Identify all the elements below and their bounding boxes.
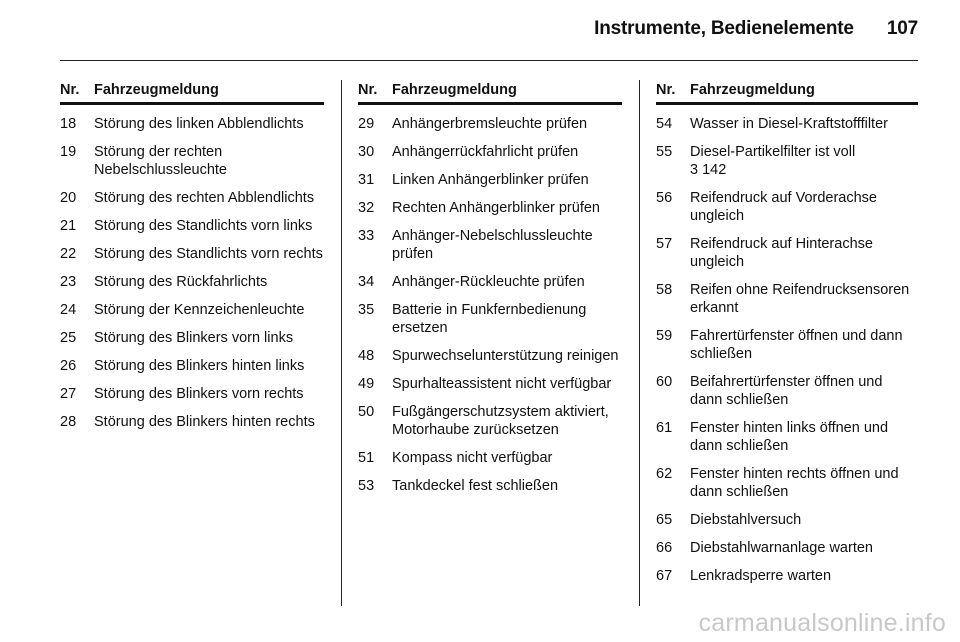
table-row [60, 143, 324, 179]
table-row [358, 449, 622, 467]
table-row [358, 347, 622, 365]
message-text: Rechten Anhängerblinker prüfen [392, 200, 600, 216]
table-header [358, 80, 622, 105]
message-number: 59 [656, 328, 673, 344]
message-number: 30 [358, 144, 375, 160]
message-text-cell [392, 171, 622, 189]
message-number: 54 [656, 116, 673, 132]
table-row [656, 235, 918, 271]
message-text: Störung des Blinkers hinten links [94, 358, 305, 374]
message-text: Reifendruck auf Hinterachse ungleich [690, 236, 873, 270]
message-text: Reifendruck auf Vorderachse ungleich [690, 190, 877, 224]
header-nr: Nr. [60, 82, 80, 98]
message-text: Beifahrertürfenster öffnen und dann schließen [690, 374, 883, 408]
message-table-column-1 [60, 80, 324, 431]
message-number: 56 [656, 190, 673, 206]
table-row [358, 115, 622, 133]
message-number: 55 [656, 144, 673, 160]
message-number: 50 [358, 404, 375, 420]
message-text: Linken Anhängerblinker prüfen [392, 172, 589, 188]
page-reference[interactable]: 3 142 [690, 162, 727, 178]
header-nr: Nr. [656, 82, 676, 98]
header-message: Fahrzeugmeldung [690, 82, 815, 98]
column-divider [341, 80, 342, 606]
message-text-cell [392, 375, 622, 393]
message-text-cell [690, 419, 918, 455]
message-text-cell [690, 281, 918, 317]
table-row [60, 301, 324, 319]
message-text: Anhänger-Nebelschlussleuchte prüfen [392, 228, 593, 262]
message-number: 48 [358, 348, 375, 364]
message-text-cell [94, 357, 324, 375]
message-number: 31 [358, 172, 375, 188]
message-text-cell [690, 539, 918, 557]
message-text: Kompass nicht verfügbar [392, 450, 553, 466]
table-row [60, 413, 324, 431]
page-header [0, 18, 918, 40]
message-number: 21 [60, 218, 77, 234]
table-row [60, 385, 324, 403]
message-text: Lenkradsperre warten [690, 568, 832, 584]
message-text: Spurhalteassistent nicht verfügbar [392, 376, 612, 392]
message-text: Diebstahlwarnanlage warten [690, 540, 873, 556]
table-row [358, 477, 622, 495]
table-row [656, 511, 918, 529]
message-number: 22 [60, 246, 77, 262]
message-text: Fahrertürfenster öffnen und dann schließen [690, 328, 903, 362]
message-text-cell [94, 189, 324, 207]
message-text: Störung des linken Abblendlichts [94, 116, 304, 132]
page-title: Instrumente, Bedienelemente [594, 18, 854, 39]
table-row [60, 189, 324, 207]
message-number: 32 [358, 200, 375, 216]
message-number: 49 [358, 376, 375, 392]
table-row [656, 373, 918, 409]
table-row [656, 143, 918, 179]
table-row [60, 245, 324, 263]
message-number: 60 [656, 374, 673, 390]
message-text: Fenster hinten rechts öffnen und dann schließen [690, 466, 899, 500]
message-table-column-3 [656, 80, 918, 585]
message-text: Diesel-Partikelfilter ist voll [690, 144, 856, 160]
message-text: Diebstahlversuch [690, 512, 802, 528]
message-text-cell [94, 413, 324, 431]
message-number: 19 [60, 144, 77, 160]
table-row [60, 115, 324, 133]
message-text: Störung des Blinkers vorn rechts [94, 386, 304, 402]
message-number: 65 [656, 512, 673, 528]
message-text: Fußgängerschutzsystem aktiviert, Motorhaube zurücksetzen [392, 404, 609, 438]
message-text-cell [690, 465, 918, 501]
message-text-cell [690, 143, 918, 179]
message-number: 25 [60, 330, 77, 346]
message-text-cell [392, 143, 622, 161]
message-text-cell [392, 477, 622, 495]
message-text: Spurwechselunterstützung reinigen [392, 348, 619, 364]
table-row [60, 273, 324, 291]
message-text-cell [690, 511, 918, 529]
message-text-cell [690, 115, 918, 133]
message-number: 62 [656, 466, 673, 482]
message-text-cell [690, 189, 918, 225]
message-number: 20 [60, 190, 77, 206]
table-row [656, 419, 918, 455]
table-row [358, 375, 622, 393]
message-text: Anhänger-Rückleuchte prüfen [392, 274, 585, 290]
watermark: carmanualsonline.info [698, 609, 946, 637]
message-number: 28 [60, 414, 77, 430]
message-text: Störung des Rückfahrlichts [94, 274, 268, 290]
message-text-cell [392, 273, 622, 291]
message-text-cell [94, 329, 324, 347]
message-text-cell [690, 235, 918, 271]
table-row [358, 301, 622, 337]
message-text: Störung des Blinkers vorn links [94, 330, 294, 346]
message-number: 61 [656, 420, 673, 436]
message-text-cell [94, 273, 324, 291]
table-row [358, 199, 622, 217]
table-row [358, 273, 622, 291]
message-text: Anhängerrückfahrlicht prüfen [392, 144, 579, 160]
table-row [656, 281, 918, 317]
message-number: 53 [358, 478, 375, 494]
message-text: Anhängerbremsleuchte prüfen [392, 116, 588, 132]
message-text: Tankdeckel fest schließen [392, 478, 559, 494]
table-header [60, 80, 324, 105]
message-number: 35 [358, 302, 375, 318]
message-number: 66 [656, 540, 673, 556]
message-text-cell [690, 373, 918, 409]
message-text-cell [392, 115, 622, 133]
message-text: Störung des rechten Abblendlichts [94, 190, 315, 206]
message-number: 24 [60, 302, 77, 318]
message-text-cell [392, 347, 622, 365]
table-row [60, 329, 324, 347]
message-text: Störung des Standlichts vorn rechts [94, 246, 323, 262]
message-number: 58 [656, 282, 673, 298]
message-text-cell [94, 115, 324, 133]
message-number: 23 [60, 274, 77, 290]
message-text-cell [392, 301, 622, 337]
message-number: 29 [358, 116, 375, 132]
message-text-cell [392, 199, 622, 217]
message-text-cell [94, 301, 324, 319]
table-row [656, 115, 918, 133]
header-message: Fahrzeugmeldung [94, 82, 219, 98]
message-text: Fenster hinten links öffnen und dann schließen [690, 420, 889, 454]
table-row [60, 357, 324, 375]
message-text-cell [392, 227, 622, 263]
message-text: Reifen ohne Reifendrucksensoren erkannt [690, 282, 910, 316]
table-row [656, 189, 918, 225]
message-text: Wasser in Diesel-Kraftstofffilter [690, 116, 888, 132]
page-number: 107 [886, 18, 918, 39]
message-number: 67 [656, 568, 673, 584]
table-row [656, 567, 918, 585]
table-row [656, 539, 918, 557]
column-divider [639, 80, 640, 606]
message-text-cell [94, 245, 324, 263]
table-row [358, 171, 622, 189]
table-row [358, 403, 622, 439]
table-row [358, 227, 622, 263]
message-text: Störung der Kennzeichenleuchte [94, 302, 305, 318]
header-nr: Nr. [358, 82, 378, 98]
table-row [656, 327, 918, 363]
message-text: Batterie in Funkfernbedienung ersetzen [392, 302, 587, 336]
message-text: Störung des Standlichts vorn links [94, 218, 313, 234]
message-text: Störung des Blinkers hinten rechts [94, 414, 315, 430]
message-text-cell [392, 403, 622, 439]
message-text-cell [690, 567, 918, 585]
header-rule [60, 60, 918, 61]
table-row [60, 217, 324, 235]
message-table-column-2 [358, 80, 622, 495]
message-number: 33 [358, 228, 375, 244]
message-text-cell [94, 143, 324, 179]
message-number: 34 [358, 274, 375, 290]
message-text: Störung der rechten Nebelschlussleuchte [94, 144, 227, 178]
header-message: Fahrzeugmeldung [392, 82, 517, 98]
table-row [358, 143, 622, 161]
message-text-cell [690, 327, 918, 363]
message-text-cell [392, 449, 622, 467]
message-number: 57 [656, 236, 673, 252]
message-number: 51 [358, 450, 375, 466]
message-number: 26 [60, 358, 77, 374]
table-row [656, 465, 918, 501]
message-number: 18 [60, 116, 77, 132]
message-text-cell [94, 217, 324, 235]
message-text-cell [94, 385, 324, 403]
table-header [656, 80, 918, 105]
message-number: 27 [60, 386, 77, 402]
